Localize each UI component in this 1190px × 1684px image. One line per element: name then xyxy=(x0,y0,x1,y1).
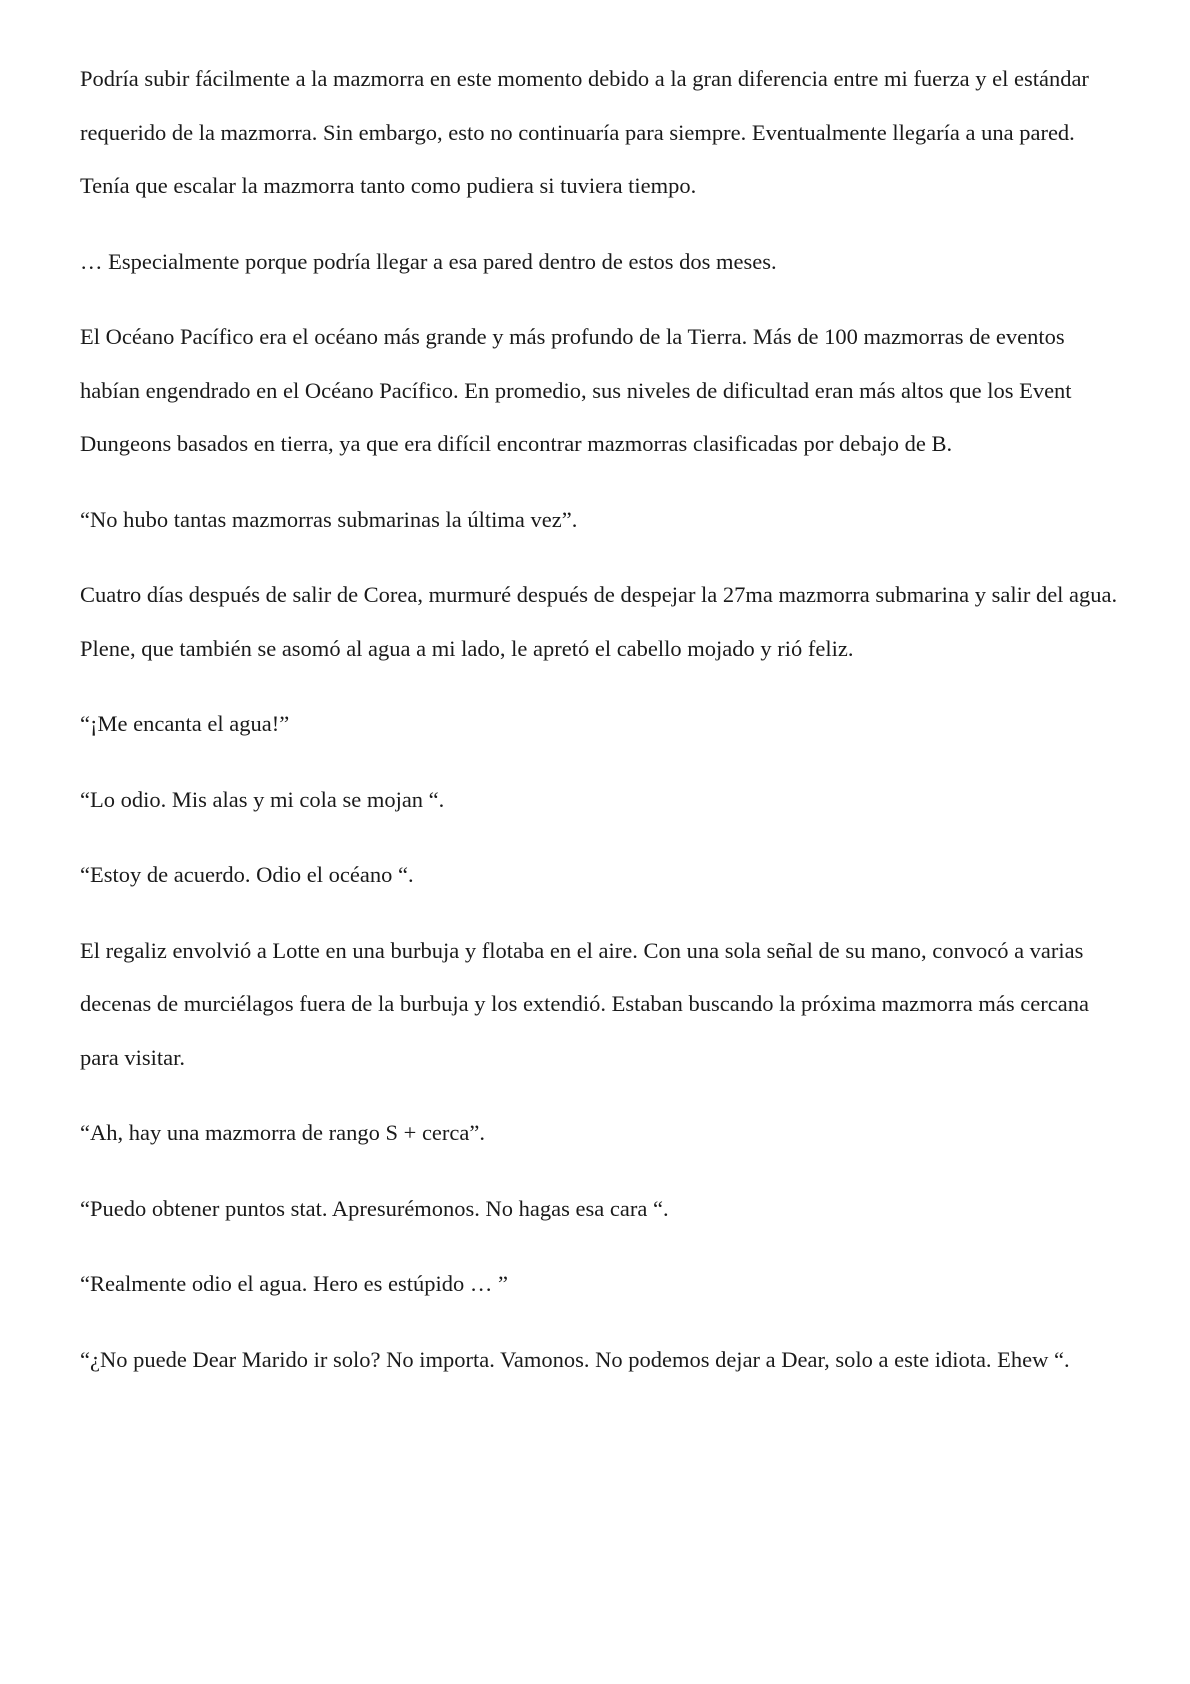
dialogue-line: “¡Me encanta el agua!” xyxy=(80,711,290,736)
paragraph: El regaliz envolvió a Lotte en una burbuja y flotaba en el aire. Con una sola señal de su mano, convocó a varias decenas de murciélagos fuera de la burbuja y los extendió. Estaban buscando la próxima mazmorra más cercana para visitar. xyxy=(80,937,1089,1070)
dialogue-line: “Realmente odio el agua. Hero es estúpido … ” xyxy=(80,1271,508,1296)
paragraph: El Océano Pacífico era el océano más grande y más profundo de la Tierra. Más de 100 mazmorras de eventos habían engendrado en el Océano Pacífico. En promedio, sus niveles de dificultad eran más altos que los Event Dungeons basados en tierra, ya que era difícil encontrar mazmorras clasificadas por debajo de B. xyxy=(80,324,1072,456)
dialogue-line: “Estoy de acuerdo. Odio el océano “. xyxy=(80,862,414,887)
dialogue-line: “Ah, hay una mazmorra de rango S + cerca”. xyxy=(80,1120,485,1145)
dialogue-line: “¿No puede Dear Marido ir solo? No importa. Vamonos. No podemos dejar a Dear, solo a este idiota. Ehew “. xyxy=(80,1346,1070,1372)
dialogue-line: “Puedo obtener puntos stat. Apresurémonos. No hagas esa cara “. xyxy=(80,1195,669,1221)
document-page xyxy=(80,52,1125,1408)
dialogue-line: “Lo odio. Mis alas y mi cola se mojan “. xyxy=(80,786,445,812)
paragraph: … Especialmente porque podría llegar a esa pared dentro de estos dos meses. xyxy=(80,248,777,274)
dialogue-line: “No hubo tantas mazmorras submarinas la última vez”. xyxy=(80,506,578,532)
paragraph: Podría subir fácilmente a la mazmorra en este momento debido a la gran diferencia entre mi fuerza y el estándar requerido de la mazmorra. Sin embargo, esto no continuaría para siempre. Eventualmente llegaría a una pared. Tenía que escalar la mazmorra tanto como pudiera si tuviera tiempo. xyxy=(80,66,1089,198)
paragraph: Cuatro días después de salir de Corea, murmuré después de despejar la 27ma mazmorra submarina y salir del agua. Plene, que también se asomó al agua a mi lado, le apretó el cabello mojado y rió feliz. xyxy=(80,582,1118,661)
